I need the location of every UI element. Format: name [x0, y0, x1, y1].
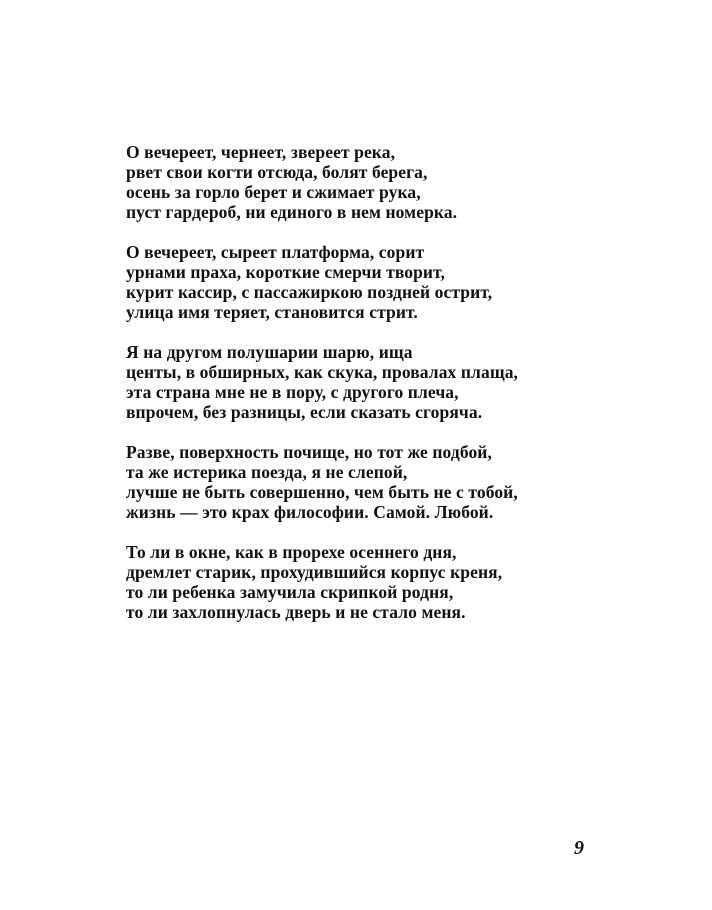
poem-line: пуст гардероб, ни единого в нем номерка. [126, 202, 458, 222]
poem-line: осень за горло берет и сжимает рука, [126, 182, 421, 202]
poem-line: эта страна мне не в пору, с другого плеча, [126, 382, 459, 402]
stanza-5 [126, 542, 596, 622]
stanza-1 [126, 142, 596, 222]
poem-line: та же истерика поезда, я не слепой, [126, 462, 408, 482]
poem-line: жизнь — это крах философии. Самой. Любой. [126, 502, 494, 522]
poem-line: впрочем, без разницы, если сказать сгоряча. [126, 402, 483, 422]
stanza-4 [126, 442, 596, 522]
poem-line: то ли ребенка замучила скрипкой родня, [126, 582, 454, 602]
page-number: 9 [574, 837, 584, 859]
poem-line: урнами праха, короткие смерчи творит, [126, 262, 445, 282]
poem-line: рвет свои когти отсюда, болят берега, [126, 162, 428, 182]
poem-line: то ли захлопнулась дверь и не стало меня. [126, 602, 466, 622]
stanza-2 [126, 242, 596, 322]
poem-line: Я на другом полушарии шарю, ища [126, 342, 413, 362]
poem-line: центы, в обширных, как скука, провалах плаща, [126, 362, 519, 382]
poem-line: То ли в окне, как в прорехе осеннего дня, [126, 542, 457, 562]
poem-line: дремлет старик, прохудившийся корпус креня, [126, 562, 503, 582]
poem-line: лучше не быть совершенно, чем быть не с тобой, [126, 482, 518, 502]
poem-line: курит кассир, с пассажиркою поздней острит, [126, 282, 493, 302]
poem-line: О вечереет, сыреет платформа, сорит [126, 242, 425, 262]
stanza-3 [126, 342, 596, 422]
poem-line: улица имя теряет, становится стрит. [126, 302, 418, 322]
poem [126, 142, 596, 642]
poem-line: О вечереет, чернеет, звереет река, [126, 142, 396, 162]
poem-line: Разве, поверхность почище, но тот же подбой, [126, 442, 492, 462]
